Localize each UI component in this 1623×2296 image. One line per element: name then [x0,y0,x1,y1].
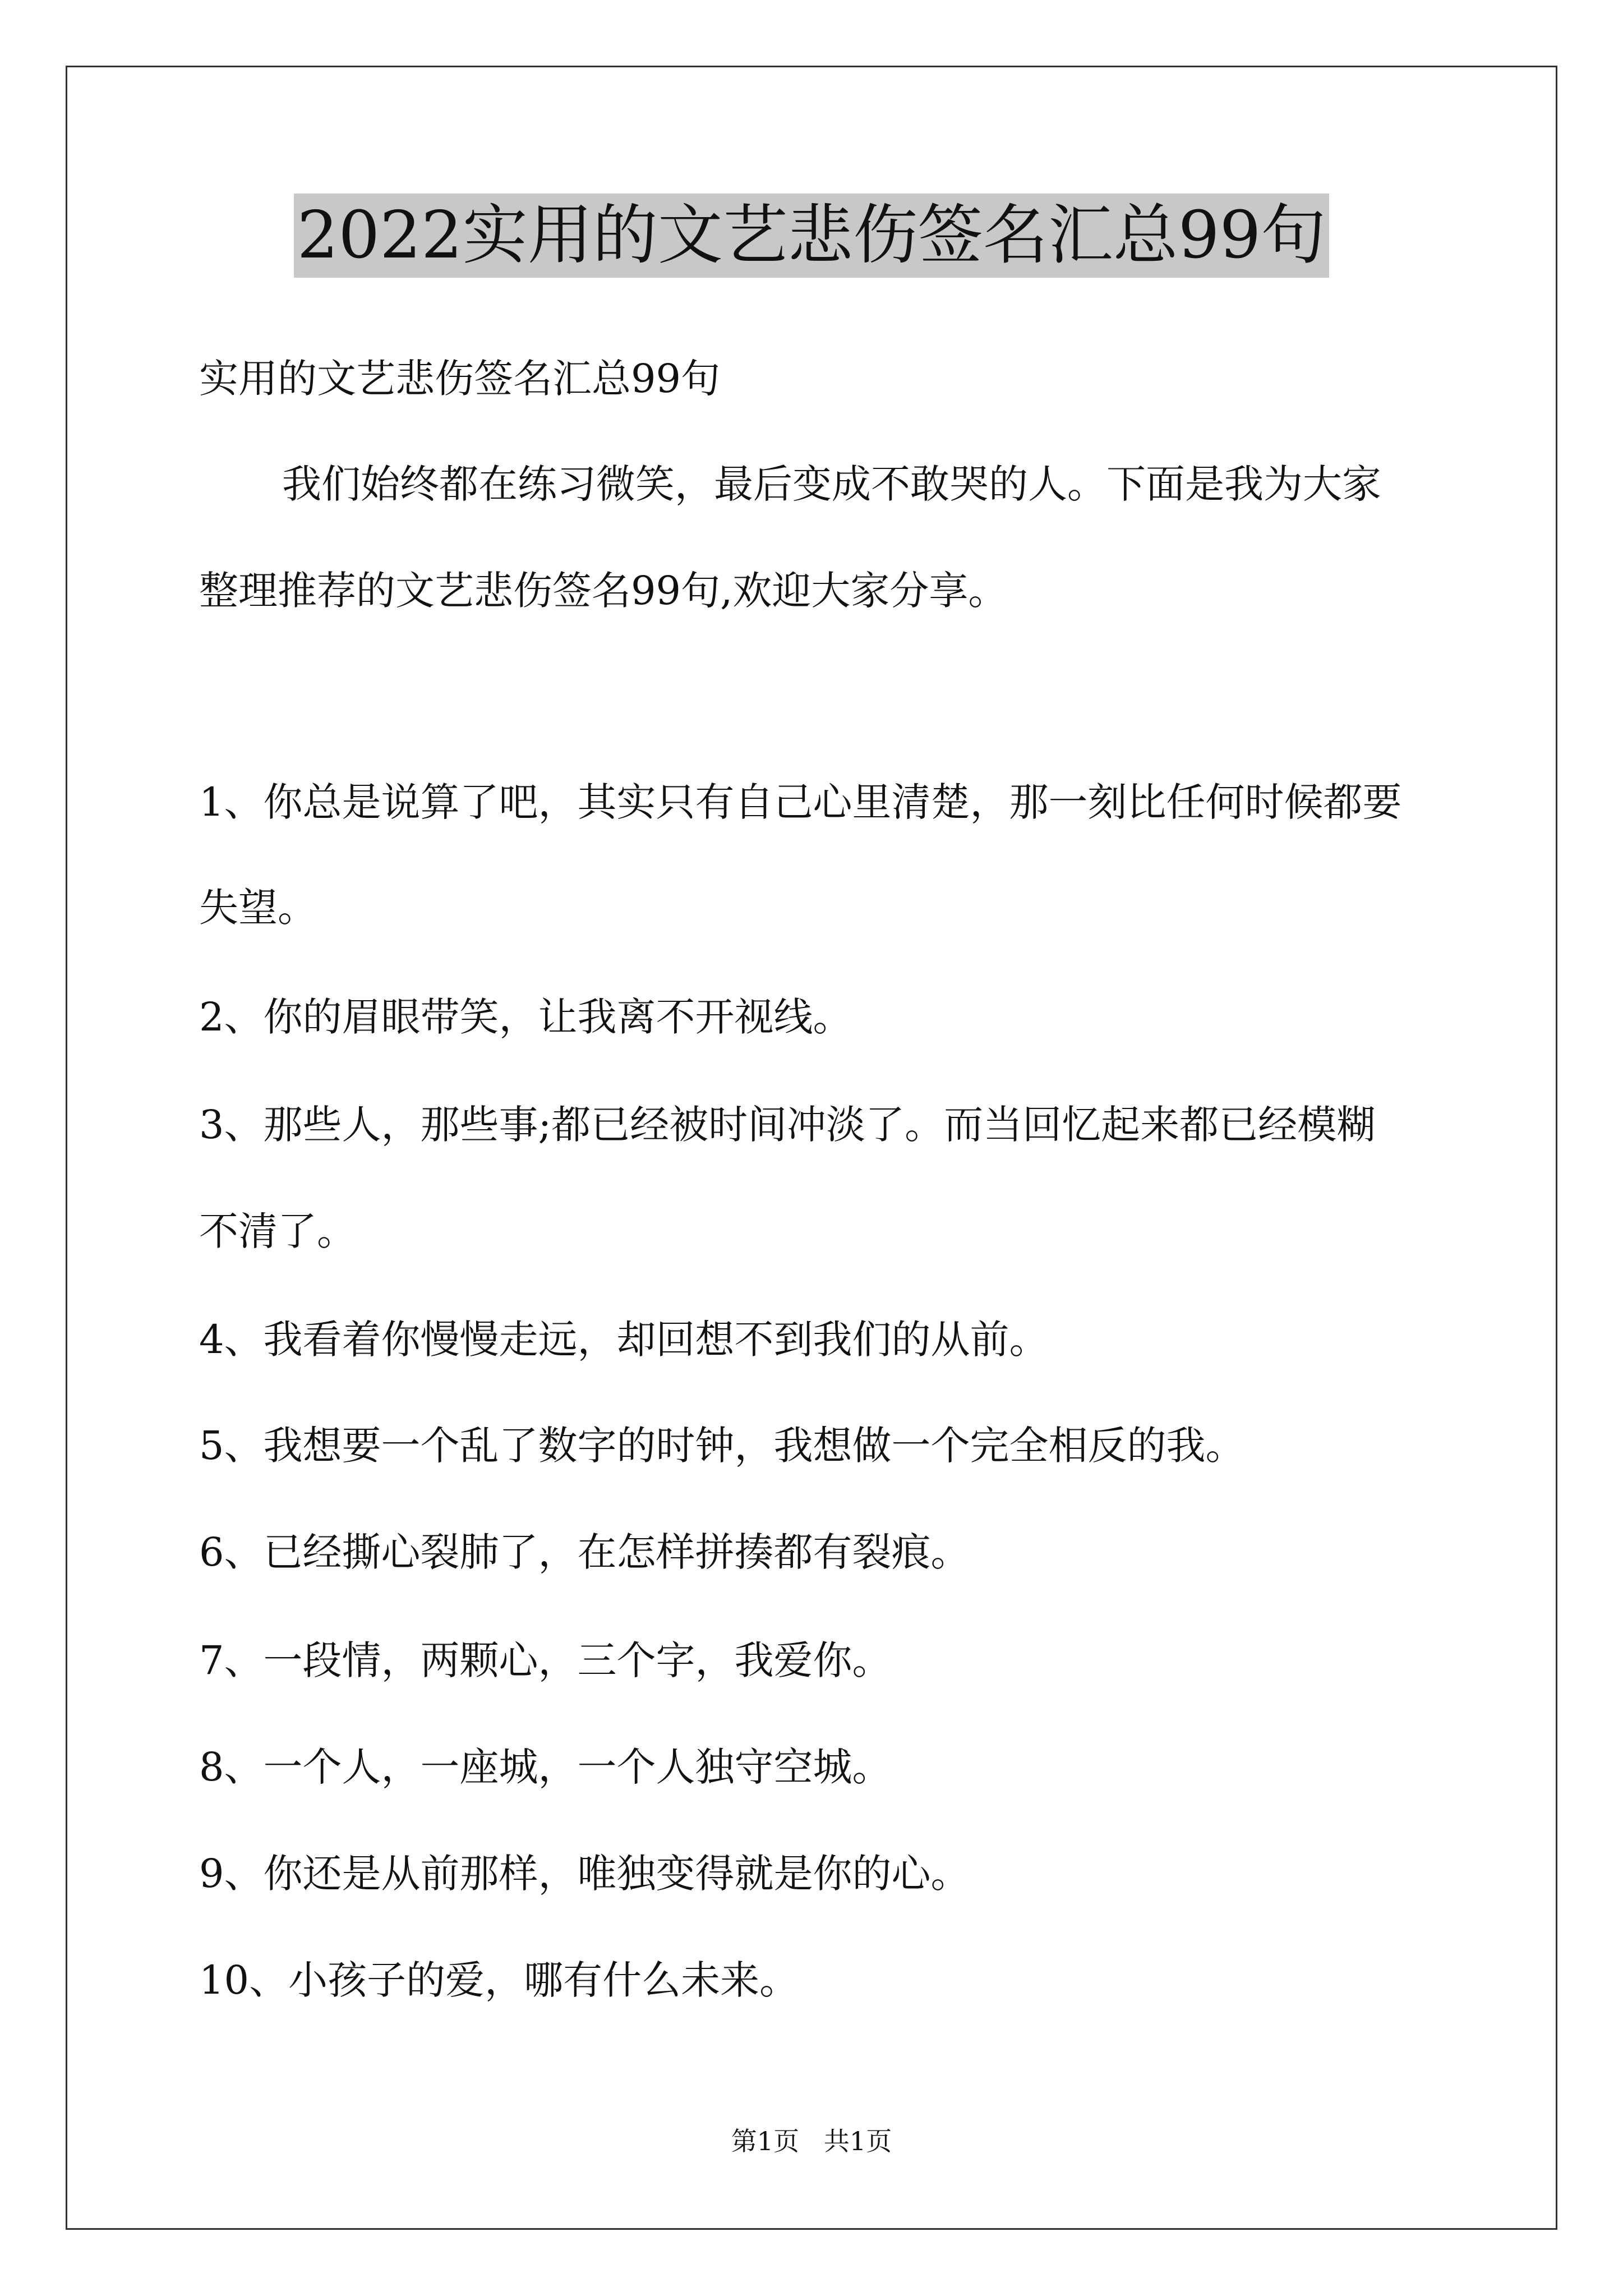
list-item: 4、我看着你慢慢走远，却回想不到我们的从前。 [199,1317,1049,1363]
document-title: 2022实用的文艺悲伤签名汇总99句 [294,194,1330,278]
list-item: 2、你的眉眼带笑，让我离不开视线。 [199,994,852,1040]
list-item: 7、一段情，两颗心，三个字，我爱你。 [199,1637,892,1683]
list-item: 10、小孩子的爱，哪有什么未来。 [199,1957,799,2003]
list-item: 6、已经撕心裂肺了，在怎样拼揍都有裂痕。 [199,1529,970,1575]
title-container [0,194,1623,278]
page-footer: 第1页 共1页 [731,2126,892,2156]
intro-line-2: 整理推荐的文艺悲伤签名99句,欢迎大家分享。 [199,568,1008,614]
list-item: 不清了。 [199,1208,356,1254]
intro-line-1: 我们始终都在练习微笑，最后变成不敢哭的人。下面是我为大家 [282,461,1381,507]
list-item: 8、一个人，一座城，一个人独守空城。 [199,1744,892,1790]
list-item: 5、我想要一个乱了数字的时钟，我想做一个完全相反的我。 [199,1423,1245,1469]
list-item: 9、你还是从前那样，唯独变得就是你的心。 [199,1851,970,1897]
list-item: 3、那些人，那些事;都已经被时间冲淡了。而当回忆起来都已经模糊 [199,1102,1376,1148]
list-item: 失望。 [199,885,317,931]
document-subtitle: 实用的文艺悲伤签名汇总99句 [199,356,721,402]
list-item: 1、你总是说算了吧，其实只有自己心里清楚，那一刻比任何时候都要 [199,779,1402,825]
